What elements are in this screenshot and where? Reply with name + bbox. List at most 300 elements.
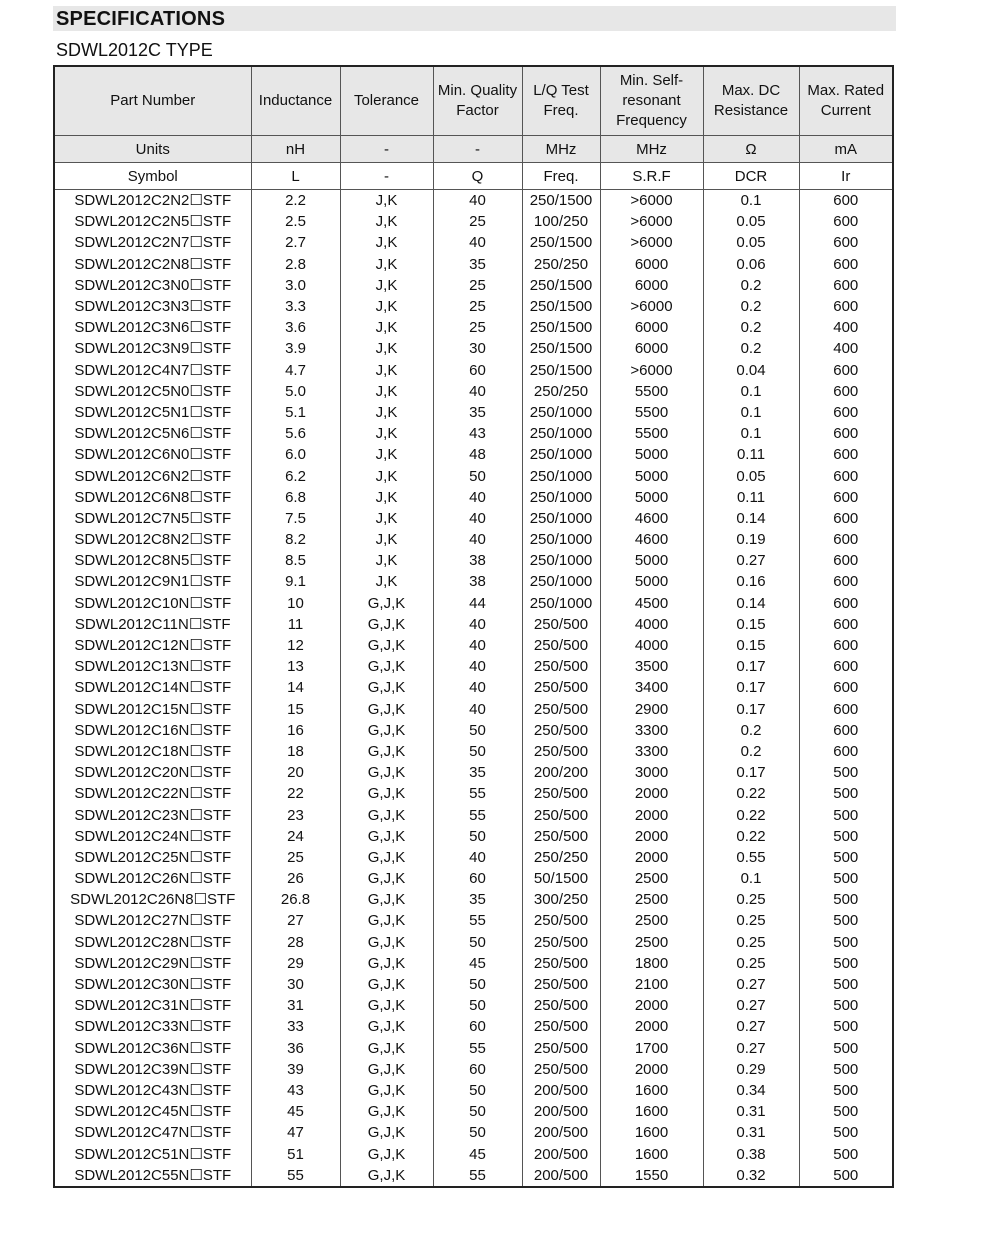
current-cell: 600 [799,444,893,465]
tolerance-cell: G,J,K [340,1016,433,1037]
current-cell: 600 [799,571,893,592]
dcr-cell: 0.25 [703,889,799,910]
test-freq-cell: 250/250 [522,381,600,402]
q-cell: 43 [433,423,522,444]
table-row [54,1101,893,1122]
dcr-cell: 0.27 [703,1016,799,1037]
test-freq-cell: 250/1000 [522,571,600,592]
tolerance-cell: J,K [340,296,433,317]
table-row [54,190,893,212]
tolerance-cell: J,K [340,232,433,253]
part-number-cell: SDWL2012C2N2☐STF [54,190,251,212]
inductance-cell: 28 [251,932,340,953]
tolerance-cell: J,K [340,254,433,275]
srf-cell: 3400 [600,677,703,698]
part-number-cell: SDWL2012C7N5☐STF [54,508,251,529]
dcr-cell: 0.1 [703,381,799,402]
tolerance-cell: G,J,K [340,741,433,762]
srf-cell: 2000 [600,1016,703,1037]
inductance-cell: 30 [251,974,340,995]
tolerance-cell: J,K [340,338,433,359]
srf-cell: 5000 [600,571,703,592]
q-cell: 40 [433,614,522,635]
inductance-cell: 14 [251,677,340,698]
inductance-cell: 6.8 [251,487,340,508]
part-number-cell: SDWL2012C43N☐STF [54,1080,251,1101]
part-number-cell: SDWL2012C28N☐STF [54,932,251,953]
srf-cell: 4500 [600,593,703,614]
test-freq-cell: 250/1000 [522,508,600,529]
srf-cell: 2000 [600,783,703,804]
test-freq-cell: 250/500 [522,974,600,995]
current-cell: 500 [799,1143,893,1164]
units-row [54,136,893,163]
q-cell: 50 [433,826,522,847]
tolerance-cell: J,K [340,465,433,486]
table-row [54,444,893,465]
q-cell: 25 [433,317,522,338]
q-cell: 55 [433,1165,522,1187]
table-row [54,571,893,592]
part-number-cell: SDWL2012C20N☐STF [54,762,251,783]
spec-table [53,65,894,1188]
srf-cell: 3300 [600,741,703,762]
q-cell: 35 [433,402,522,423]
q-cell: 40 [433,656,522,677]
tolerance-cell: G,J,K [340,974,433,995]
q-cell: 55 [433,1038,522,1059]
inductance-cell: 11 [251,614,340,635]
q-cell: 60 [433,868,522,889]
header-dcr: Max. DC Resistance [703,66,799,136]
dcr-cell: 0.2 [703,338,799,359]
table-row [54,1122,893,1143]
current-cell: 500 [799,1080,893,1101]
dcr-cell: 0.15 [703,614,799,635]
tolerance-cell: G,J,K [340,1122,433,1143]
q-cell: 50 [433,1101,522,1122]
srf-cell: 2500 [600,910,703,931]
table-row [54,699,893,720]
table-row [54,423,893,444]
srf-cell: 2500 [600,932,703,953]
part-number-cell: SDWL2012C26N☐STF [54,868,251,889]
tolerance-cell: G,J,K [340,868,433,889]
srf-cell: 6000 [600,338,703,359]
table-row [54,656,893,677]
q-cell: 40 [433,190,522,212]
part-number-cell: SDWL2012C31N☐STF [54,995,251,1016]
test-freq-cell: 200/500 [522,1165,600,1187]
dcr-cell: 0.27 [703,974,799,995]
table-row [54,232,893,253]
current-cell: 600 [799,296,893,317]
tolerance-cell: G,J,K [340,826,433,847]
dcr-cell: 0.29 [703,1059,799,1080]
dcr-cell: 0.22 [703,783,799,804]
table-row [54,741,893,762]
dcr-cell: 0.38 [703,1143,799,1164]
table-row [54,1038,893,1059]
dcr-cell: 0.19 [703,529,799,550]
dcr-cell: 0.1 [703,423,799,444]
table-row [54,360,893,381]
dcr-cell: 0.34 [703,1080,799,1101]
srf-cell: >6000 [600,296,703,317]
tolerance-cell: J,K [340,508,433,529]
srf-cell: 1600 [600,1143,703,1164]
current-cell: 500 [799,868,893,889]
q-cell: 30 [433,338,522,359]
test-freq-cell: 250/1000 [522,529,600,550]
test-freq-cell: 250/250 [522,254,600,275]
tolerance-cell: G,J,K [340,1080,433,1101]
table-row [54,847,893,868]
part-number-cell: SDWL2012C33N☐STF [54,1016,251,1037]
current-cell: 500 [799,910,893,931]
inductance-cell: 24 [251,826,340,847]
q-cell: 60 [433,1059,522,1080]
symbol-cell: Ir [799,163,893,190]
table-row [54,254,893,275]
table-row [54,529,893,550]
table-row [54,465,893,486]
current-cell: 600 [799,232,893,253]
inductance-cell: 26 [251,868,340,889]
srf-cell: 2000 [600,804,703,825]
table-row [54,974,893,995]
q-cell: 40 [433,635,522,656]
test-freq-cell: 250/500 [522,1038,600,1059]
test-freq-cell: 250/1000 [522,487,600,508]
srf-cell: 2000 [600,995,703,1016]
table-row [54,487,893,508]
dcr-cell: 0.05 [703,465,799,486]
current-cell: 600 [799,508,893,529]
current-cell: 600 [799,550,893,571]
tolerance-cell: J,K [340,571,433,592]
test-freq-cell: 250/1500 [522,360,600,381]
dcr-cell: 0.2 [703,720,799,741]
q-cell: 50 [433,974,522,995]
q-cell: 40 [433,529,522,550]
tolerance-cell: G,J,K [340,847,433,868]
current-cell: 500 [799,1016,893,1037]
srf-cell: 6000 [600,254,703,275]
dcr-cell: 0.16 [703,571,799,592]
inductance-cell: 22 [251,783,340,804]
current-cell: 600 [799,487,893,508]
table-row [54,910,893,931]
tolerance-cell: J,K [340,423,433,444]
test-freq-cell: 50/1500 [522,868,600,889]
inductance-cell: 18 [251,741,340,762]
srf-cell: >6000 [600,211,703,232]
srf-cell: 2000 [600,826,703,847]
table-row [54,720,893,741]
current-cell: 500 [799,953,893,974]
current-cell: 500 [799,1038,893,1059]
dcr-cell: 0.25 [703,910,799,931]
q-cell: 40 [433,487,522,508]
inductance-cell: 13 [251,656,340,677]
current-cell: 600 [799,635,893,656]
srf-cell: 1550 [600,1165,703,1187]
dcr-cell: 0.05 [703,211,799,232]
inductance-cell: 3.6 [251,317,340,338]
q-cell: 40 [433,232,522,253]
current-cell: 600 [799,741,893,762]
part-number-cell: SDWL2012C27N☐STF [54,910,251,931]
test-freq-cell: 250/500 [522,1016,600,1037]
inductance-cell: 6.2 [251,465,340,486]
part-number-cell: SDWL2012C47N☐STF [54,1122,251,1143]
current-cell: 500 [799,889,893,910]
table-row [54,1165,893,1187]
inductance-cell: 8.5 [251,550,340,571]
header-test-freq: L/Q Test Freq. [522,66,600,136]
srf-cell: 5000 [600,550,703,571]
part-number-cell: SDWL2012C3N6☐STF [54,317,251,338]
inductance-cell: 6.0 [251,444,340,465]
part-number-cell: SDWL2012C5N6☐STF [54,423,251,444]
part-number-cell: SDWL2012C8N2☐STF [54,529,251,550]
q-cell: 35 [433,762,522,783]
q-cell: 60 [433,1016,522,1037]
tolerance-cell: G,J,K [340,995,433,1016]
table-row [54,889,893,910]
inductance-cell: 5.1 [251,402,340,423]
table-row [54,783,893,804]
units-cell: Units [54,136,251,163]
current-cell: 600 [799,720,893,741]
dcr-cell: 0.2 [703,741,799,762]
current-cell: 600 [799,677,893,698]
table-row [54,932,893,953]
part-number-cell: SDWL2012C26N8☐STF [54,889,251,910]
test-freq-cell: 250/250 [522,847,600,868]
tolerance-cell: G,J,K [340,804,433,825]
dcr-cell: 0.11 [703,444,799,465]
table-row [54,296,893,317]
dcr-cell: 0.14 [703,593,799,614]
test-freq-cell: 200/500 [522,1122,600,1143]
srf-cell: 5000 [600,465,703,486]
test-freq-cell: 250/500 [522,741,600,762]
dcr-cell: 0.25 [703,932,799,953]
table-row [54,826,893,847]
inductance-cell: 25 [251,847,340,868]
srf-cell: >6000 [600,360,703,381]
inductance-cell: 45 [251,1101,340,1122]
srf-cell: 4600 [600,508,703,529]
part-number-cell: SDWL2012C5N1☐STF [54,402,251,423]
srf-cell: 4000 [600,635,703,656]
dcr-cell: 0.15 [703,635,799,656]
symbol-cell: Freq. [522,163,600,190]
part-number-cell: SDWL2012C2N7☐STF [54,232,251,253]
part-number-cell: SDWL2012C10N☐STF [54,593,251,614]
dcr-cell: 0.14 [703,508,799,529]
dcr-cell: 0.05 [703,232,799,253]
test-freq-cell: 250/1000 [522,423,600,444]
inductance-cell: 10 [251,593,340,614]
part-number-cell: SDWL2012C6N2☐STF [54,465,251,486]
current-cell: 500 [799,1101,893,1122]
q-cell: 40 [433,381,522,402]
test-freq-cell: 250/1000 [522,402,600,423]
part-number-cell: SDWL2012C3N9☐STF [54,338,251,359]
inductance-cell: 5.6 [251,423,340,444]
header-part-number: Part Number [54,66,251,136]
test-freq-cell: 200/200 [522,762,600,783]
tolerance-cell: G,J,K [340,656,433,677]
symbol-cell: - [340,163,433,190]
part-number-cell: SDWL2012C45N☐STF [54,1101,251,1122]
current-cell: 600 [799,529,893,550]
q-cell: 55 [433,783,522,804]
dcr-cell: 0.22 [703,826,799,847]
symbol-cell: DCR [703,163,799,190]
part-number-cell: SDWL2012C6N0☐STF [54,444,251,465]
part-number-cell: SDWL2012C29N☐STF [54,953,251,974]
inductance-cell: 5.0 [251,381,340,402]
table-row [54,635,893,656]
q-cell: 50 [433,1080,522,1101]
test-freq-cell: 250/500 [522,995,600,1016]
current-cell: 600 [799,381,893,402]
test-freq-cell: 250/1500 [522,275,600,296]
tolerance-cell: G,J,K [340,1038,433,1059]
current-cell: 500 [799,826,893,847]
part-number-cell: SDWL2012C16N☐STF [54,720,251,741]
test-freq-cell: 250/500 [522,635,600,656]
test-freq-cell: 250/500 [522,910,600,931]
dcr-cell: 0.27 [703,1038,799,1059]
inductance-cell: 4.7 [251,360,340,381]
header-inductance: Inductance [251,66,340,136]
units-cell: - [340,136,433,163]
part-number-cell: SDWL2012C3N0☐STF [54,275,251,296]
inductance-cell: 55 [251,1165,340,1187]
q-cell: 35 [433,254,522,275]
inductance-cell: 12 [251,635,340,656]
q-cell: 40 [433,508,522,529]
current-cell: 500 [799,932,893,953]
srf-cell: 1600 [600,1101,703,1122]
part-number-cell: SDWL2012C2N8☐STF [54,254,251,275]
symbol-cell: S.R.F [600,163,703,190]
inductance-cell: 31 [251,995,340,1016]
current-cell: 500 [799,995,893,1016]
test-freq-cell: 250/500 [522,826,600,847]
inductance-cell: 43 [251,1080,340,1101]
header-tolerance: Tolerance [340,66,433,136]
tolerance-cell: G,J,K [340,1165,433,1187]
dcr-cell: 0.17 [703,656,799,677]
dcr-cell: 0.17 [703,677,799,698]
q-cell: 40 [433,847,522,868]
part-number-cell: SDWL2012C13N☐STF [54,656,251,677]
inductance-cell: 16 [251,720,340,741]
part-number-cell: SDWL2012C30N☐STF [54,974,251,995]
inductance-cell: 3.0 [251,275,340,296]
inductance-cell: 3.3 [251,296,340,317]
inductance-cell: 9.1 [251,571,340,592]
units-cell: MHz [600,136,703,163]
srf-cell: 3500 [600,656,703,677]
inductance-cell: 2.2 [251,190,340,212]
tolerance-cell: J,K [340,550,433,571]
header-quality-factor: Min. Quality Factor [433,66,522,136]
table-row [54,953,893,974]
test-freq-cell: 300/250 [522,889,600,910]
dcr-cell: 0.17 [703,699,799,720]
srf-cell: 5500 [600,423,703,444]
type-subtitle: SDWL2012C TYPE [56,40,213,60]
q-cell: 40 [433,699,522,720]
current-cell: 400 [799,338,893,359]
dcr-cell: 0.11 [703,487,799,508]
inductance-cell: 27 [251,910,340,931]
tolerance-cell: G,J,K [340,614,433,635]
tolerance-cell: J,K [340,402,433,423]
dcr-cell: 0.27 [703,995,799,1016]
test-freq-cell: 250/500 [522,783,600,804]
current-cell: 500 [799,974,893,995]
tolerance-cell: G,J,K [340,932,433,953]
inductance-cell: 3.9 [251,338,340,359]
test-freq-cell: 200/500 [522,1101,600,1122]
symbol-cell: Q [433,163,522,190]
srf-cell: 2000 [600,847,703,868]
test-freq-cell: 200/500 [522,1143,600,1164]
part-number-cell: SDWL2012C18N☐STF [54,741,251,762]
test-freq-cell: 250/500 [522,656,600,677]
part-number-cell: SDWL2012C9N1☐STF [54,571,251,592]
srf-cell: 1600 [600,1080,703,1101]
dcr-cell: 0.27 [703,550,799,571]
header-srf: Min. Self-resonant Frequency [600,66,703,136]
test-freq-cell: 250/500 [522,614,600,635]
tolerance-cell: G,J,K [340,1059,433,1080]
test-freq-cell: 250/500 [522,677,600,698]
part-number-cell: SDWL2012C24N☐STF [54,826,251,847]
table-row [54,762,893,783]
part-number-cell: SDWL2012C8N5☐STF [54,550,251,571]
part-number-cell: SDWL2012C4N7☐STF [54,360,251,381]
tolerance-cell: G,J,K [340,1143,433,1164]
tolerance-cell: G,J,K [340,699,433,720]
q-cell: 38 [433,550,522,571]
test-freq-cell: 250/1500 [522,190,600,212]
test-freq-cell: 200/500 [522,1080,600,1101]
table-row [54,614,893,635]
dcr-cell: 0.2 [703,296,799,317]
tolerance-cell: J,K [340,381,433,402]
table-row [54,508,893,529]
table-row [54,677,893,698]
tolerance-cell: G,J,K [340,1101,433,1122]
dcr-cell: 0.22 [703,804,799,825]
tolerance-cell: J,K [340,275,433,296]
srf-cell: 2000 [600,1059,703,1080]
header-row [54,66,893,136]
inductance-cell: 26.8 [251,889,340,910]
dcr-cell: 0.55 [703,847,799,868]
q-cell: 50 [433,1122,522,1143]
dcr-cell: 0.25 [703,953,799,974]
